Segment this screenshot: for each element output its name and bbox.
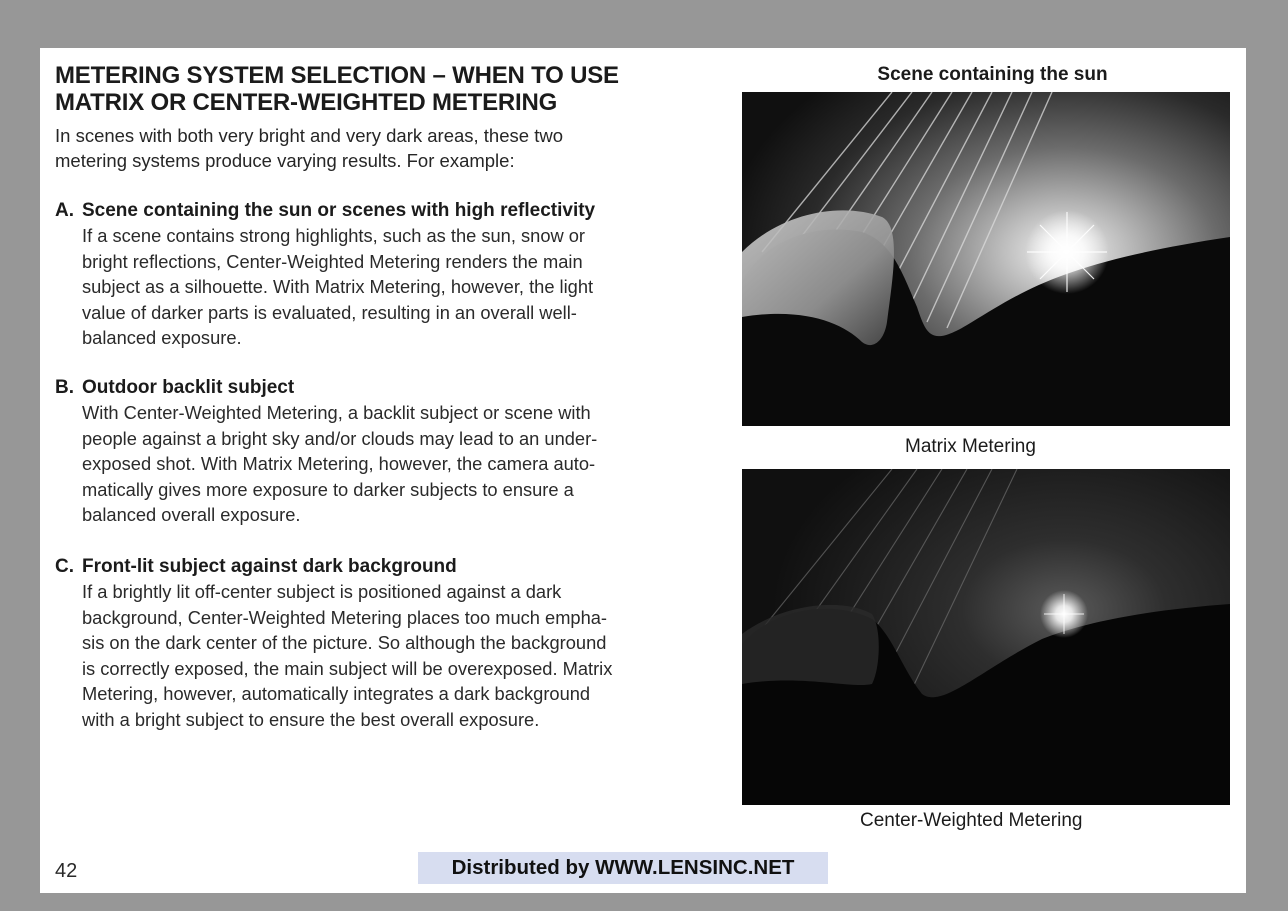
distributor-banner: Distributed by WWW.LENSINC.NET [418,852,828,884]
section-b-body [82,400,735,528]
section-a-letter: A. [55,200,74,221]
section-c [55,554,735,733]
center-weighted-metering-photo [742,469,1230,805]
figure-title: Scene containing the sun [877,64,1108,85]
section-b-line: With Center-Weighted Metering, a backlit subject or scene with [82,402,591,423]
section-b [55,375,735,528]
section-c-letter: C. [55,556,74,577]
section-c-line: background, Center-Weighted Metering places too much empha- [82,606,608,628]
section-b-line: balanced overall exposure. [82,504,301,526]
section-c-title: Front-lit subject against dark background [82,556,457,577]
section-c-line: is correctly exposed, the main subject will be overexposed. Matrix [82,657,613,679]
section-b-heading [55,375,735,400]
section-a-body [82,223,735,351]
page-number: 42 [55,860,78,882]
caption-matrix-metering: Matrix Metering [905,436,1036,457]
section-c-line: with a bright subject to ensure the best overall exposure. [82,708,540,730]
intro-paragraph [55,123,705,173]
section-b-line: matically gives more exposure to darker subjects to ensure a [82,478,574,500]
section-a-line: value of darker parts is evaluated, resulting in an overall well- [82,301,577,323]
section-b-letter: B. [55,377,74,398]
matrix-photo-graphic [742,92,1230,426]
section-a-line: If a scene contains strong highlights, such as the sun, snow or [82,225,586,246]
section-a-line: subject as a silhouette. With Matrix Metering, however, the light [82,276,594,298]
title-line-1: METERING SYSTEM SELECTION – WHEN TO USE [55,62,619,89]
matrix-metering-photo [742,92,1230,426]
page-title [55,62,715,116]
section-c-body [82,579,735,733]
manual-page [40,48,1246,893]
section-b-title: Outdoor backlit subject [82,377,295,398]
intro-line-1: In scenes with both very bright and very dark areas, these two [55,125,563,146]
center-weighted-photo-graphic [742,469,1230,805]
intro-line-2: metering systems produce varying results. For example: [55,150,515,171]
caption-center-weighted-metering: Center-Weighted Metering [860,810,1083,831]
section-c-line: Metering, however, automatically integrates a dark background [82,683,591,705]
section-b-line: exposed shot. With Matrix Metering, however, the camera auto- [82,453,596,475]
section-c-line: If a brightly lit off-center subject is positioned against a dark [82,581,562,602]
section-b-line: people against a bright sky and/or clouds may lead to an under- [82,427,598,449]
section-a-heading [55,198,735,223]
section-c-heading [55,554,735,579]
section-a [55,198,735,351]
title-line-2: MATRIX OR CENTER-WEIGHTED METERING [55,89,558,116]
section-a-title: Scene containing the sun or scenes with high reflectivity [82,200,596,221]
section-a-line: balanced exposure. [82,327,242,349]
section-a-line: bright reflections, Center-Weighted Metering renders the main [82,250,583,272]
section-c-line: sis on the dark center of the picture. So although the background [82,632,607,654]
